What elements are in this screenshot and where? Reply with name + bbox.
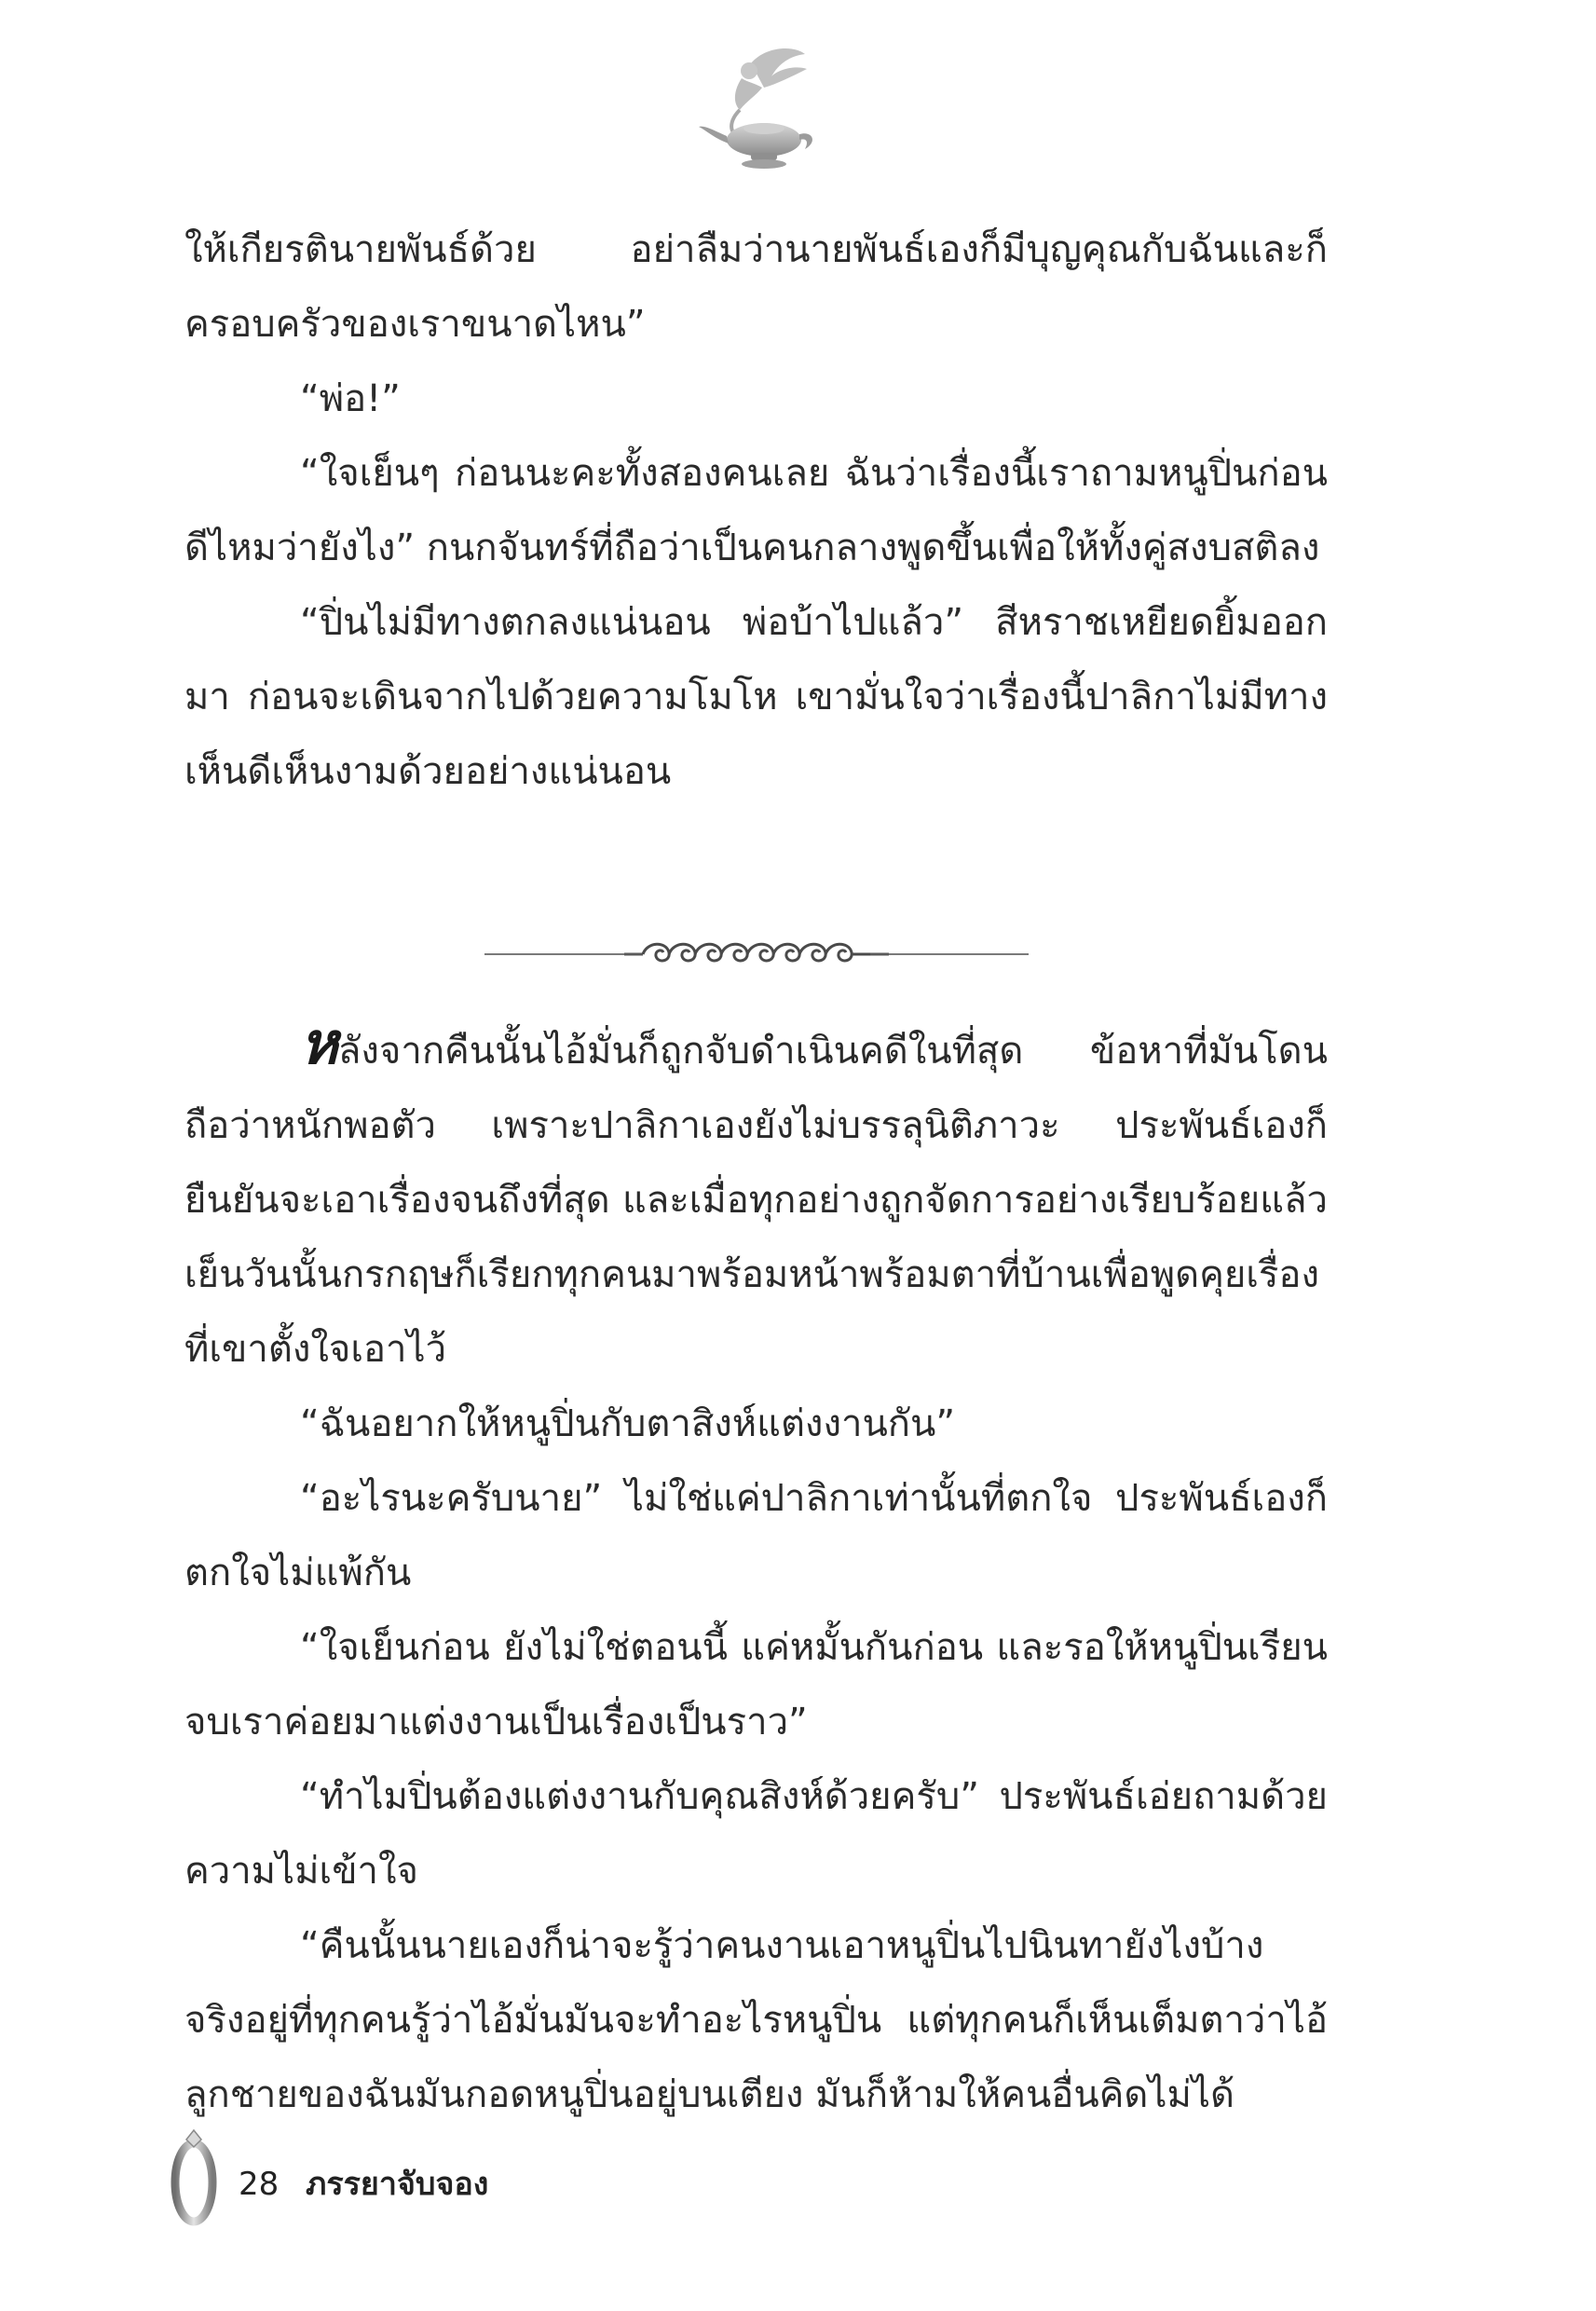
story-text-upper bbox=[184, 212, 1328, 809]
paragraph bbox=[184, 1009, 1328, 1387]
drop-cap: ห bbox=[300, 1009, 338, 1077]
story-text-lower bbox=[184, 1009, 1328, 2132]
page-footer bbox=[166, 2126, 818, 2229]
book-title: ภรรยาจับจอง bbox=[306, 2166, 489, 2203]
paragraph: ให้เกียรตินายพันธ์ด้วย อย่าลืมว่านายพันธ์เองก็มีบุญคุณกับฉันและก็ครอบครัวของเราขนาดไหน” bbox=[184, 228, 1328, 346]
paragraph: “ปิ่นไม่มีทางตกลงแน่นอน พ่อบ้าไปแล้ว” สีหราชเหยียดยิ้มออกมา ก่อนจะเดินจากไปด้วยความโมโห เขามั่นใจว่าเรื่องนี้ปาลิกาไม่มีทางเห็นดีเห็นงามด้วยอย่างแน่นอน bbox=[184, 601, 1328, 793]
paragraph: “ใจเย็นก่อน ยังไม่ใช่ตอนนี้ แค่หมั้นกันก่อน และรอให้หนูปิ่นเรียนจบเราค่อยมาแต่งงานเป็นเรื่องเป็นราว” bbox=[184, 1626, 1328, 1744]
paragraph: “ทำไมปิ่นต้องแต่งงานกับคุณสิงห์ด้วยครับ” ประพันธ์เอ่ยถามด้วยความไม่เข้าใจ bbox=[184, 1775, 1328, 1893]
paragraph: “คืนนั้นนายเองก็น่าจะรู้ว่าคนงานเอาหนูปิ่นไปนินทายังไงบ้าง จริงอยู่ที่ทุกคนรู้ว่าไอ้มั่นมันจะทำอะไรหนูปิ่น แต่ทุกคนก็เห็นเต็มตาว่าไอ้ลูกชายของฉันมันกอดหนูปิ่นอยู่บนเตียง มันก็ห้ามให้คนอื่นคิดไม่ได้ bbox=[184, 1924, 1328, 2116]
scroll-divider-icon bbox=[484, 928, 1029, 980]
paragraph: “อะไรนะครับนาย” ไม่ใช่แค่ปาลิกาเท่านั้นที่ตกใจ ประพันธ์เองก็ตกใจไม่แพ้กัน bbox=[184, 1477, 1328, 1594]
paragraph-text: ลังจากคืนนั้นไอ้มั่นก็ถูกจับดำเนินคดีในที่สุด ข้อหาที่มันโดนถือว่าหนักพอตัว เพราะปาลิกาเองยังไม่บรรลุนิติภาวะ ประพันธ์เองก็ยืนยันจะเอาเรื่องจนถึงที่สุด และเมื่อทุกอย่างถูกจัดการอย่างเรียบร้อยแล้ว เย็นวันนั้นกรกฤษก็เรียกทุกคนมาพร้อมหน้าพร้อมตาที่บ้านเพื่อพูดคุยเรื่องที่เขาตั้งใจเอาไว้ bbox=[184, 1030, 1328, 1371]
ring-icon bbox=[166, 2126, 222, 2229]
paragraph: “ฉันอยากให้หนูปิ่นกับตาสิงห์แต่งงานกัน” bbox=[300, 1402, 956, 1445]
page-number: 28 bbox=[239, 2166, 280, 2203]
teapot-angel-ornament-icon bbox=[686, 45, 825, 175]
paragraph: “พ่อ!” bbox=[300, 377, 401, 420]
paragraph: “ใจเย็นๆ ก่อนนะคะทั้งสองคนเลย ฉันว่าเรื่องนี้เราถามหนูปิ่นก่อนดีไหมว่ายังไง” กนกจันทร์ที่ถือว่าเป็นคนกลางพูดขึ้นเพื่อให้ทั้งคู่สงบสติลง bbox=[184, 452, 1328, 569]
